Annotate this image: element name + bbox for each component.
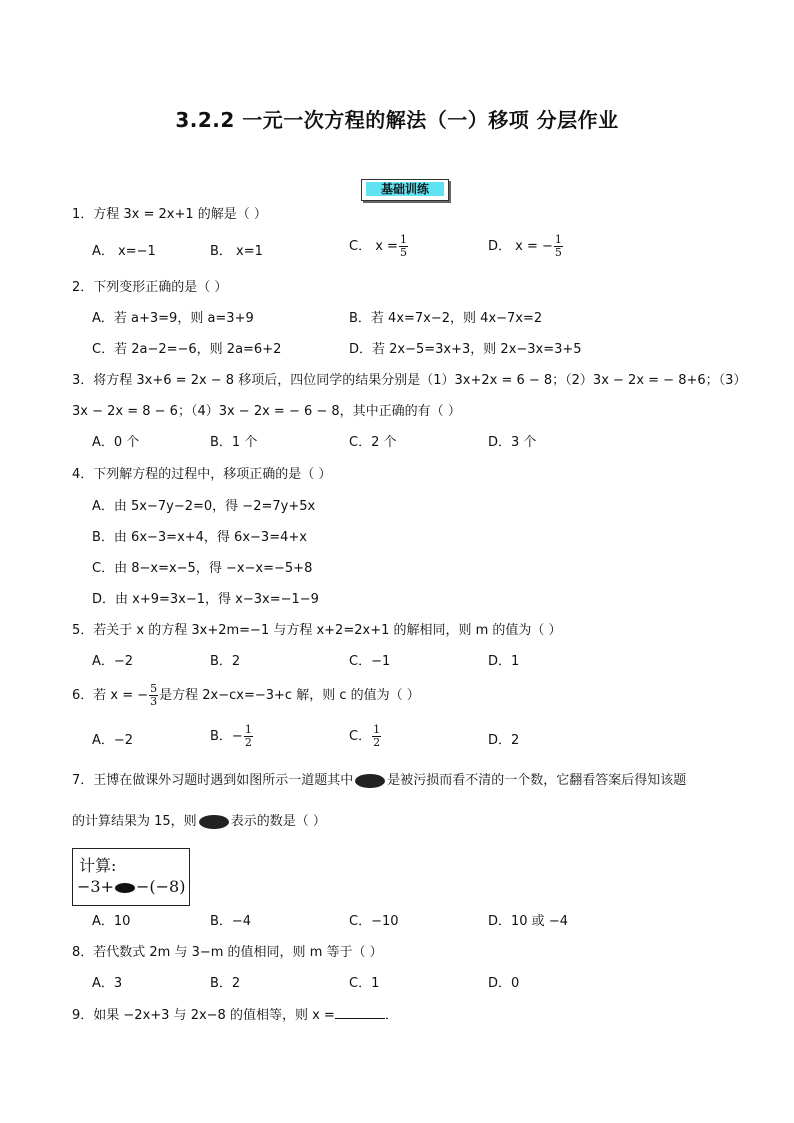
- q1-option-a: A． x=−1: [92, 244, 156, 259]
- q3-option-d: D．3 个: [488, 435, 537, 450]
- answer-blank[interactable]: [335, 1006, 385, 1019]
- q4-option-d: D．由 x+9=3x−1，得 x−3x=−1−9: [92, 592, 319, 607]
- question-8-stem: 8．若代数式 2m 与 3−m 的值相同，则 m 等于（ ）: [72, 945, 383, 960]
- fraction: $\frac{1}{5}$: [554, 233, 562, 259]
- q2-option-d: D．若 2x−5=3x+3，则 2x−3x=3+5: [349, 342, 582, 357]
- smudge-icon: [199, 815, 229, 829]
- q8-option-d: D．0: [488, 976, 520, 991]
- q4-option-a: A．由 5x−7y−2=0，得 −2=7y+5x: [92, 499, 316, 514]
- page-title: 3.2.2 一元一次方程的解法（一）移项 分层作业: [175, 108, 619, 132]
- fraction: $\frac{1}{2}$: [244, 723, 252, 749]
- q2-option-b: B．若 4x=7x−2，则 4x−7x=2: [349, 311, 543, 326]
- q8-option-b: B．2: [210, 976, 241, 991]
- q1-option-b: B． x=1: [210, 244, 263, 259]
- q5-option-b: B．2: [210, 654, 241, 669]
- q7-option-a: A．10: [92, 914, 131, 929]
- q1-option-d: D． x = − $\frac{1}{5}$: [488, 233, 562, 259]
- q1-option-c: C． x = $\frac{1}{5}$: [349, 233, 407, 259]
- question-5-stem: 5．若关于 x 的方程 3x+2m=−1 与方程 x+2=2x+1 的解相同，则 m 的值为（ ）: [72, 623, 562, 638]
- q5-option-c: C．−1: [349, 654, 391, 669]
- q5-option-d: D．1: [488, 654, 520, 669]
- q3-option-c: C．2 个: [349, 435, 397, 450]
- fraction: $\frac{5}{3}$: [150, 682, 158, 708]
- q6-option-d: D．2: [488, 733, 520, 748]
- question-7-stem-line-1: 7．王博在做课外习题时遇到如图所示一道题其中 是被污损而看不清的一个数，它翻看答案后得知该题: [72, 773, 687, 788]
- q6-option-c: C． $\frac{1}{2}$: [349, 723, 381, 749]
- section-label: 基础训练: [361, 179, 449, 201]
- q7-option-c: C．−10: [349, 914, 399, 929]
- calculation-expression: −3+ −(−8): [77, 877, 186, 896]
- q8-option-a: A．3: [92, 976, 123, 991]
- q7-option-b: B．−4: [210, 914, 252, 929]
- q8-option-c: C．1: [349, 976, 380, 991]
- q7-option-d: D．10 或 −4: [488, 914, 568, 929]
- question-9-stem: 9．如果 −2x+3 与 2x−8 的值相等，则 x = ．: [72, 1008, 398, 1023]
- fraction: $\frac{1}{5}$: [399, 233, 407, 259]
- question-4-stem: 4．下列解方程的过程中，移项正确的是（ ）: [72, 467, 332, 482]
- q3-option-a: A．0 个: [92, 435, 140, 450]
- question-3-stem-line-2: 3x − 2x = 8 − 6；（4）3x − 2x = − 6 − 8，其中正确的有（ ）: [72, 404, 461, 419]
- q4-option-b: B．由 6x−3=x+4，得 6x−3=4+x: [92, 530, 307, 545]
- q3-option-b: B．1 个: [210, 435, 258, 450]
- q2-option-c: C．若 2a−2=−6，则 2a=6+2: [92, 342, 282, 357]
- q6-option-b: B．− $\frac{1}{2}$: [210, 723, 252, 749]
- smudge-icon: [115, 883, 135, 893]
- smudge-icon: [355, 774, 385, 788]
- question-7-stem-line-2: 的计算结果为 15，则 表示的数是（ ）: [72, 814, 326, 829]
- question-3-stem-line-1: 3．将方程 3x+6 = 2x − 8 移项后，四位同学的结果分别是（1）3x+2x = 6 − 8；（2）3x − 2x = − 8+6；（3）: [72, 373, 747, 388]
- q2-option-a: A．若 a+3=9，则 a=3+9: [92, 311, 254, 326]
- question-2-stem: 2．下列变形正确的是（ ）: [72, 280, 228, 295]
- q4-option-c: C．由 8−x=x−5，得 −x−x=−5+8: [92, 561, 313, 576]
- q6-option-a: A．−2: [92, 733, 134, 748]
- calculation-title: 计算:: [79, 856, 117, 875]
- question-6-stem: 6．若 x = − $\frac{5}{3}$ 是方程 2x−cx=−3+c 解，则 c 的值为（ ）: [72, 682, 420, 708]
- calculation-box: [72, 848, 190, 906]
- q5-option-a: A．−2: [92, 654, 134, 669]
- fraction: $\frac{1}{2}$: [373, 723, 381, 749]
- question-1-stem: 1．方程 3x = 2x+1 的解是（ ）: [72, 207, 267, 222]
